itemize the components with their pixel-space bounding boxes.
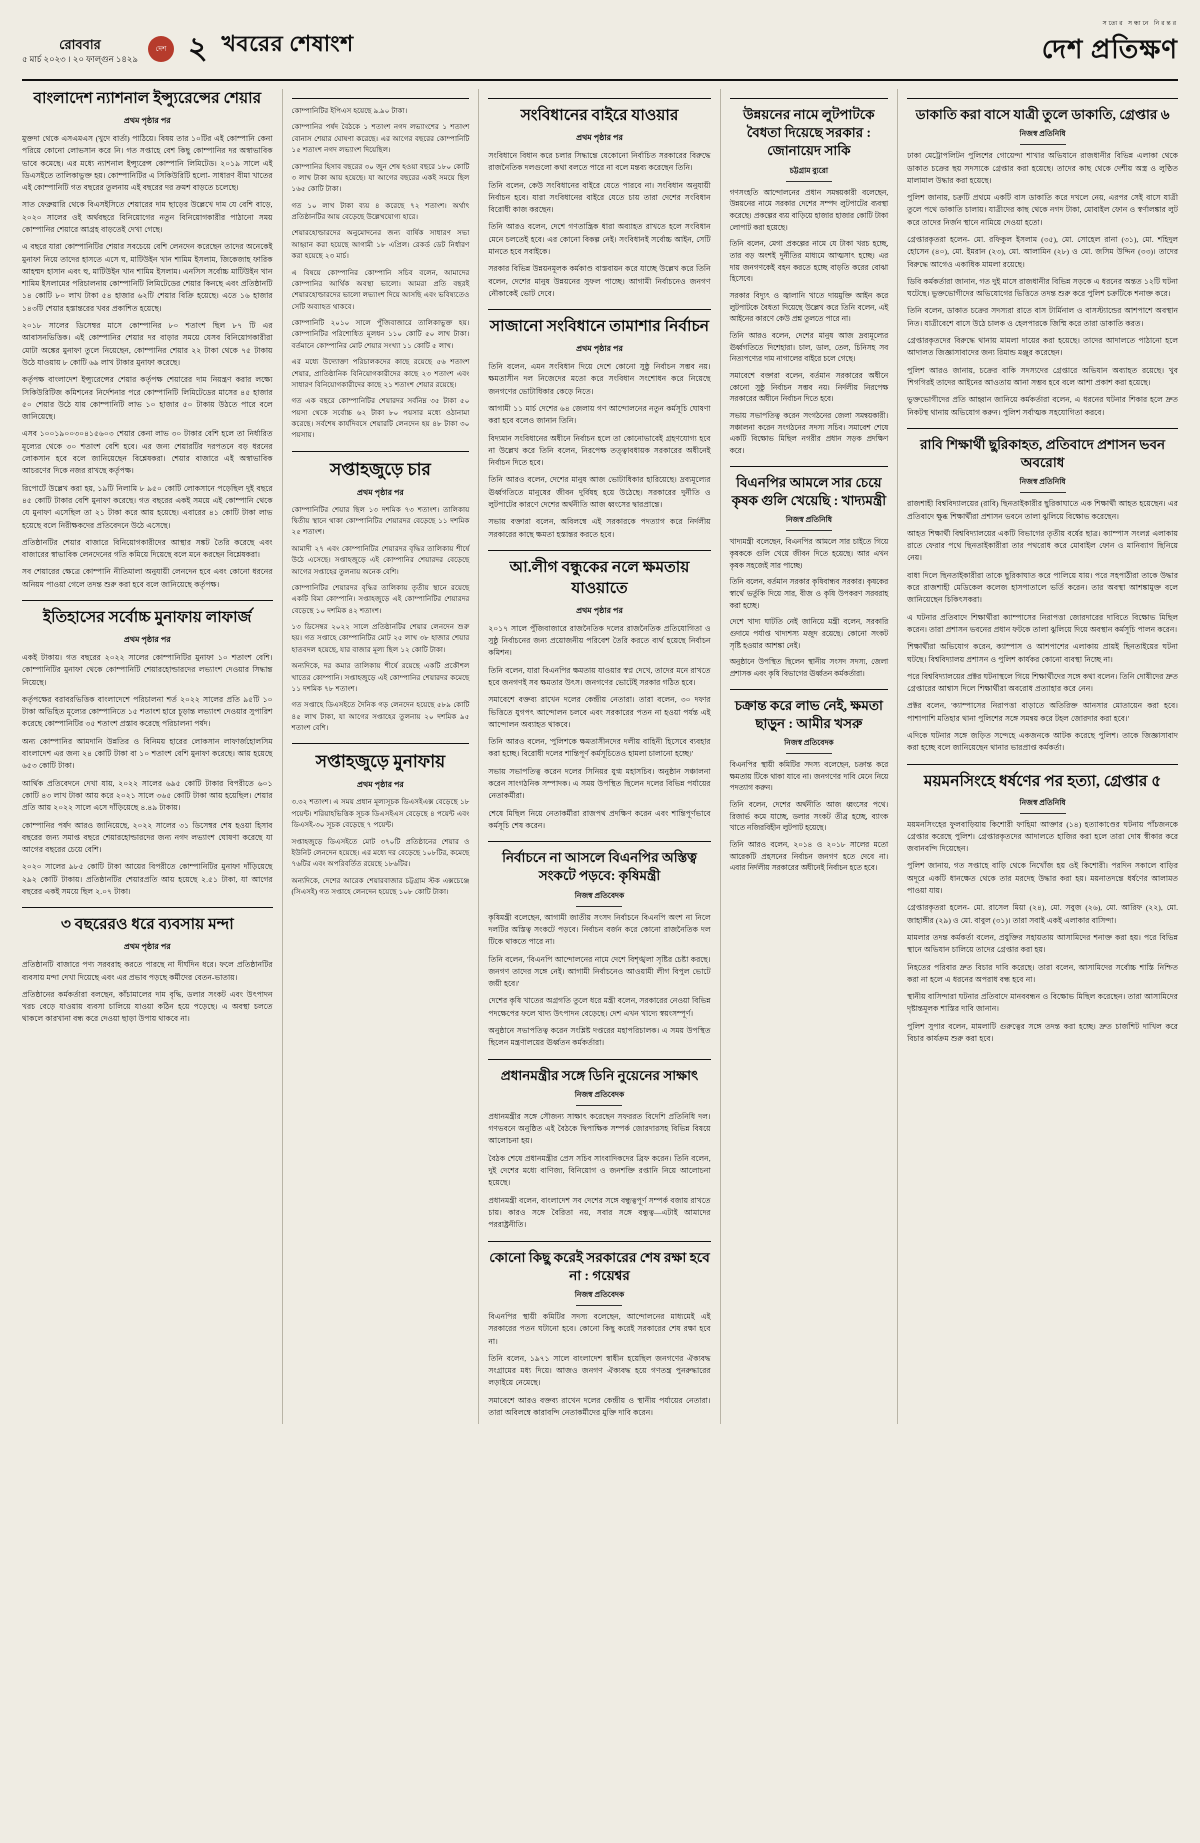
article-continued-from: প্রথম পৃষ্ঠার পর xyxy=(576,605,623,615)
article-headline[interactable]: প্রধানমন্ত্রীর সঙ্গে ডিনি নুয়েনের সাক্ষাৎ xyxy=(500,1067,699,1083)
article-paragraph: এ বছরে যারা কোম্পানিটির শেয়ার সবচেয়ে বেশি লেনদেন করেছেন তাদের অনেকেই মুনাফা নিয়ে তাদের হাসতে এসে ঘ, মাটিউইন খান শামিম ইসলাম, জিকেজাহ ফারিক আহম্মদ হাসান এবং হু, মাটিউইন খান শামিম ইসলাম। এনসিস সর্বোচ্চ মাটিউইন খান শামিম ইসলামের পরিচালনায় কোম্পানিটি লিমিটেডের শেয়ার কিনছে এবং প্রতিষ্ঠানটি ১৪ কোটি ৮০ লাখ টাকা ৫৪ হাজার ৬২টি শেয়ার বিক্রি হয়েছে। এতে ১৬ হাজার ১৪৩টি শেয়ার হস্তান্তরের খবর প্রকাশিত হয়েছে। xyxy=(22,242,273,313)
article-paragraph: তিনি বলেন, কেউ সংবিধানের বাইরে যেতে পারবে না। সংবিধান অনুযায়ী নির্বাচন হবে। যারা সংবিধানের বাইরে যেতে চায় তারা দেশের সংবিধান বিরোধী কাজ করছেন। xyxy=(488,180,711,215)
byline-rule xyxy=(1020,144,1066,145)
article-paragraph: তিনি বলেন, যারা বিএনপির ক্ষমতায় যাওয়ার স্বপ্ন দেখে, তাদের মনে রাখতে হবে জনগণই সব ক্ষমতার উৎস। জনগণের ভোটেই সরকার গঠিত হবে। xyxy=(488,665,711,687)
masthead xyxy=(22,18,1178,81)
article-paragraph: তিনি আরও বলেন, ২০১৪ ও ২০১৮ সালের মতো আরেকটি প্রহসনের নির্বাচন জনগণ হতে দেবে না। এবার নির্দলীয় সরকারের অধীনেই নির্বাচন হতে হবে। xyxy=(729,840,889,873)
article-paragraph: অনুষ্ঠানে সভাপতিত্ব করেন সংশ্লিষ্ট দপ্তরের মহাপরিচালক। এ সময় উপস্থিত ছিলেন মন্ত্রণালয়ের ঊর্ধ্বতন কর্মকর্তারা। xyxy=(488,1026,711,1048)
article-byline: নিজস্ব প্রতিবেদক xyxy=(488,1090,710,1106)
article-headline[interactable]: আ.লীগ বন্ধুকের নলে ক্ষমতায় যাওয়াতে xyxy=(509,558,690,597)
article-paragraph: একই টাকায়। গত বছরের ২০২২ সালের কোম্পানিটির মুনাফা ১০ শতাংশ বেশি। কোম্পানিটির মুনাফা থেকে কোম্পানিটি শেয়ারহোল্ডারদের লভ্যাংশ দেওয়ার সিদ্ধান্ত নিয়েছে। xyxy=(22,652,273,687)
article-paragraph: তিনি বলেন, বর্তমান সরকার কৃষিবান্ধব সরকার। কৃষকের স্বার্থে ভর্তুকি দিয়ে সার, বীজ ও কৃষি উপকরণ সরবরাহ করা হচ্ছে। xyxy=(729,577,889,610)
article-paragraph: তিনি আরও বলেন, দেশের মানুষ আজ ভোটাধিকার হারিয়েছে। দ্রব্যমূল্যের ঊর্ধ্বগতিতে মানুষের জীবন দুর্বিষহ হয়ে উঠেছে। সরকারের দুর্নীতি ও লুটপাটের কারণে দেশের অর্থনীতি আজ ধ্বংসের দ্বারপ্রান্তে। xyxy=(488,475,711,510)
article-paragraph: দেশে খাদ্য ঘাটতি নেই জানিয়ে মন্ত্রী বলেন, সরকারি গুদামে পর্যাপ্ত খাদ্যশস্য মজুদ রয়েছে। কোনো সংকট সৃষ্টি হওয়ার আশঙ্কা নেই। xyxy=(729,617,889,650)
article-paragraph: শেষে মিছিল নিয়ে নেতাকর্মীরা রাজপথ প্রদক্ষিণ করেন এবং শান্তিপূর্ণভাবে কর্মসূচি শেষ করেন। xyxy=(488,808,711,830)
article-paragraph: অনুষ্ঠানে উপস্থিত ছিলেন স্থানীয় সংসদ সদস্য, জেলা প্রশাসক এবং কৃষি বিভাগের ঊর্ধ্বতন কর্মকর্তারা। xyxy=(729,657,889,678)
article-divider xyxy=(488,1241,710,1242)
article-paragraph: বিএনপির স্থায়ী কমিটির সদস্য বলেছেন, আন্দোলনের মাধ্যমেই এই সরকারের পতন ঘটানো হবে। কোনো কিছু করেই সরকারের শেষ রক্ষা হবে না। xyxy=(488,1312,711,1346)
section-title: খবরের শেষাংশ xyxy=(221,31,354,56)
article-paragraph: অন্যদিকে, দর কমার তালিকায় শীর্ষে রয়েছে একটি প্রকৌশল খাতের কোম্পানি। সপ্তাহজুড়ে এই কোম্পানির শেয়ারদর কমেছে ১১ দশমিক ৭৮ শতাংশ। xyxy=(291,662,470,693)
article-paragraph: এ বিষয়ে কোম্পানির কোম্পানি সচিব বলেন, আমাদের কোম্পানির আর্থিক অবস্থা ভালো। আমরা প্রতি বছরই শেয়ারহোল্ডারদের ভালো লভ্যাংশ দিয়ে আসছি এবং ভবিষ্যতেও সেটি অব্যাহত থাকবে। xyxy=(291,268,470,311)
article-paragraph: সাত ফেব্রুয়ারি থেকে বিএসইসিতে শেয়ারের দাম ছাড়ের উল্লেখে দাম যে বেশি বাড়ে, ২০২০ সালের ওই অর্থবছরে বিনিয়োগের নতুন বিনিয়োগকারীর পাঠানো সময় কোম্পানির শেয়ারে আগ্রহ বাড়তেই দেখা গেছে। xyxy=(22,200,273,234)
article-paragraph: সভায় সভাপতিত্ব করেন দলের সিনিয়র যুগ্ম মহাসচিব। অনুষ্ঠান সঞ্চালনা করেন সাংগঠনিক সম্পাদক। এ সময় উপস্থিত ছিলেন দলের বিভিন্ন পর্যায়ের নেতাকর্মীরা। xyxy=(488,766,711,801)
article-headline[interactable]: উন্নয়নের নামে লুটপাটকে বৈধতা দিয়েছে সরকার : জোনায়েদ সাকি xyxy=(743,107,875,159)
article-headline[interactable]: ইতিহাসের সর্বোচ্চ মুনাফায় লাফার্জ xyxy=(43,609,252,627)
article-paragraph: গত ১০ লাখ টাকা ব্যয় ৪ করেছে ৭২ শতাংশ। অর্থাৎ প্রতিষ্ঠানটির আয় বেড়েছে উল্লেখযোগ্য হারে। xyxy=(291,201,470,221)
article-paragraph: সপ্তাহজুড়ে ডিএসইতে মোট ৩৭০টি প্রতিষ্ঠানের শেয়ার ও ইউনিট লেনদেন হয়েছে। এর মধ্যে দর বেড়েছে ১০৮টির, কমেছে ৭৬টির এবং অপরিবর্তিত রয়েছে ১৮৬টির। xyxy=(291,837,470,869)
article-headline[interactable]: সাজানো সংবিধানে তামাশার নির্বাচন xyxy=(489,318,710,336)
article-divider xyxy=(488,309,710,310)
article-divider xyxy=(730,689,889,690)
article-paragraph: তিনি বলেন, ডাকাত চক্রের সদস্যরা রাতে বাস টার্মিনাল ও বাসস্ট্যান্ডের আশপাশে অবস্থান নিত। যাত্রীবেশে বাসে উঠে চালক ও হেলপারকে জিম্মি করে তারা ডাকাতি করত। xyxy=(907,306,1178,328)
article-paragraph: রাজশাহী বিশ্ববিদ্যালয়ের (রাবি) ছিনতাইকারীর ছুরিকাঘাতে এক শিক্ষার্থী আহত হয়েছেন। এর প্রতিবাদে ক্ষুব্ধ শিক্ষার্থীরা প্রশাসন ভবনে তালা ঝুলিয়ে বিক্ষোভ করেছেন। xyxy=(907,499,1178,521)
article-paragraph: ২০১৭ সালে পুঁজিবাজারে রাজনৈতিক দলের রাজনৈতিক প্রতিযোগিতা ও সুষ্ঠু নির্বাচনের জন্য প্রয়োজনীয় পরিবেশ তৈরি করতে ব্যর্থ হয়েছে নির্বাচন কমিশন। xyxy=(488,623,711,658)
article-paragraph: কোম্পানির হিসাব বছরের ৩০ জুন শেষ হওয়া বছরে ১৮০ কোটি ৩ লাখ টাকা আয় হয়েছে। যা আগের বছরের একই সময়ে ছিল ১৬৫ কোটি টাকা। xyxy=(291,162,470,194)
byline-rule xyxy=(786,530,832,531)
masthead-date-block xyxy=(22,38,138,64)
article-headline[interactable]: বিএনপির আমলে সার চেয়ে কৃষক গুলি খেয়েছি : খাদ্যমন্ত্রী xyxy=(731,474,887,508)
article-divider xyxy=(292,451,470,452)
article-headline[interactable]: ডাকাতি করা বাসে যাত্রী তুলে ডাকাতি, গ্রেপ্তার ৬ xyxy=(915,107,1170,122)
article-paragraph: আগামী ১১ মার্চ দেশের ৬৪ জেলায় গণ আন্দোলনের নতুন কর্মসূচি ঘোষণা করা হবে বলেও জানান তিনি। xyxy=(488,404,711,426)
article-paragraph: আর্থিক প্রতিবেদনে দেখা যায়, ২০২২ সালের ৬৯৫ কোটি টাকার বিপরীতে ৬০১ কোটি ৪৩ লাখ টাকা আয় করে ২০২১ সালে ৩৬৫ কোটি টাকা আয় হয়েছিল। শেয়ার প্রতি আয় ২০২২ সালে এসে দাঁড়িয়েছে ৪.৪৯ টাকায়। xyxy=(22,778,273,813)
article-paragraph: ১৩ ডিসেম্বর ২০২২ সালে প্রতিষ্ঠানটির শেয়ার লেনদেন শুরু হয়। গত সপ্তাহে কোম্পানিটির মোট ২৫ লাখ ৩৮ হাজার শেয়ার হাতবদল হয়েছে, যার বাজার মূল্য ছিল ১২ কোটি টাকা। xyxy=(291,623,470,654)
article-divider xyxy=(907,764,1178,765)
article-headline[interactable]: সপ্তাহজুড়ে চার xyxy=(329,459,431,479)
article-paragraph: গ্রেপ্তারকৃতদের বিরুদ্ধে থানায় মামলা দায়ের করা হয়েছে। তাদের আদালতে পাঠানো হলে আদালত জিজ্ঞাসাবাদের জন্য রিমান্ড মঞ্জুর করেছেন। xyxy=(907,336,1178,358)
article-divider xyxy=(730,466,889,467)
article-divider xyxy=(730,98,889,99)
article-paragraph: কৃষিমন্ত্রী বলেছেন, আগামী জাতীয় সংসদ নির্বাচনে বিএনপি অংশ না নিলে দলটির অস্তিত্ব সংকটে পড়বে। নির্বাচন বর্জন করে কোনো রাজনৈতিক দল টিকে থাকতে পারে না। xyxy=(488,912,711,947)
article-paragraph: তিনি বলেন, দেশের অর্থনীতি আজ ধ্বংসের পথে। রিজার্ভ কমে যাচ্ছে, ডলার সংকট তীব্র হচ্ছে, ব্যাংক খাতে নজিরবিহীন লুটপাট হয়েছে। xyxy=(729,800,889,833)
article-paragraph: বিএনপির স্থায়ী কমিটির সদস্য বলেছেন, চক্রান্ত করে ক্ষমতায় টিকে থাকা যাবে না। জনগণের দাবি মেনে নিয়ে পদত্যাগ করুন। xyxy=(729,760,889,793)
page-number: ২ xyxy=(187,32,208,65)
article-divider xyxy=(488,1059,710,1060)
masthead-left xyxy=(22,27,354,64)
masthead-right xyxy=(1042,18,1178,73)
article-paragraph: বিদ্যমান সংবিধানের অধীনে নির্বাচন হলে তা কোনোভাবেই গ্রহণযোগ্য হবে না উল্লেখ করে তিনি বলেন, নিরপেক্ষ তত্ত্বাবধায়ক সরকারের অধীনেই নির্বাচন দিতে হবে। xyxy=(488,433,711,468)
article-paragraph: প্রধানমন্ত্রীর সঙ্গে সৌজন্য সাক্ষাৎ করেছেন সফররত বিদেশি প্রতিনিধি দল। গণভবনে অনুষ্ঠিত এই বৈঠকে দ্বিপাক্ষিক সম্পর্ক জোরদারসহ বিভিন্ন বিষয়ে আলোচনা হয়। xyxy=(488,1111,711,1146)
article-continued-from: প্রথম পৃষ্ঠার পর xyxy=(357,780,404,790)
article-paragraph: কোম্পানিটির ইপিএস হয়েছে ৯.৯০ টাকা। xyxy=(291,107,408,115)
article-byline: নিজস্ব প্রতিবেদক xyxy=(488,891,710,907)
article-paragraph: পরে বিশ্ববিদ্যালয়ের প্রক্টর ঘটনাস্থলে গিয়ে শিক্ষার্থীদের সঙ্গে কথা বলেন। তিনি দোষীদের দ্রুত গ্রেপ্তারের আশ্বাস দিলে শিক্ষার্থীরা অবরোধ প্রত্যাহার করে নেন। xyxy=(907,671,1178,694)
article-paragraph: আমাদী ২৭ এবং কোম্পানিটির শেয়ারদর বৃদ্ধির তালিকায় শীর্ষে উঠে এসেছে। সপ্তাহজুড়ে এই কোম্পানির শেয়ারদর বেড়েছে আগের সপ্তাহের তুলনায় অনেক বেশি। xyxy=(291,544,470,576)
article-byline: নিজস্ব প্রতিনিধি xyxy=(907,477,1178,493)
article-divider xyxy=(22,600,273,601)
col-5 xyxy=(898,89,1178,1424)
article-paragraph: ৩.৩২ শতাংশ। এ সময় প্রধান মূল্যসূচক ডিএসইএক্স বেড়েছে ১৮ পয়েন্ট। শরিয়াহভিত্তিক সূচক ডিএসইএস বেড়েছে ৪ পয়েন্ট এবং ডিএসই-৩০ সূচক বেড়েছে ৭ পয়েন্ট। xyxy=(291,798,470,830)
article-paragraph: শিক্ষার্থীরা অভিযোগ করেন, ক্যাম্পাস ও আশপাশের এলাকায় প্রায়ই ছিনতাইয়ের ঘটনা ঘটছে। বিশ্ববিদ্যালয় প্রশাসন ও পুলিশ কার্যকর কোনো ব্যবস্থা নিচ্ছে না। xyxy=(907,642,1178,664)
article-paragraph: মামলার তদন্ত কর্মকর্তা বলেন, প্রযুক্তির সহায়তায় আসামিদের শনাক্ত করা হয়। পরে বিভিন্ন স্থানে অভিযান চালিয়ে তাদের গ্রেপ্তার করা হয়। xyxy=(907,932,1178,955)
article-byline: চট্টগ্রাম ব্যুরো xyxy=(730,166,889,182)
article-continued-from: প্রথম পৃষ্ঠার পর xyxy=(576,132,623,142)
article-paragraph: ২০২০ সালের ৯৮৫ কোটি টাকা আয়ের বিপরীতে কোম্পানিটির মুনাফা দাঁড়িয়েছে ২৯২ কোটি টাকায়। প্রতিষ্ঠানটির শেয়ারপ্রতি আয় হয়েছে ২.৫১ টাকা, যা আগের বছরের একই সময়ে ছিল ২.০৭ টাকা। xyxy=(22,862,273,896)
article-headline[interactable]: বাংলাদেশ ন্যাশনাল ইন্স্যুরেন্সের শেয়ার xyxy=(33,90,262,107)
col-3 xyxy=(479,89,720,1424)
article-paragraph: কোম্পানির পর্ষদ আরও জানিয়েছে, ২০২২ সালের ৩১ ডিসেম্বর শেষ হওয়া হিসাব বছরের জন্য সমাপ্ত বছরে শেয়ারহোল্ডারদের জন্য নগদ লভ্যাংশ ঘোষণা করেছে যা আগের বছরের চেয়ে বেশি। xyxy=(22,820,273,855)
article-headline[interactable]: ময়মনসিংহে ধর্ষণের পর হত্যা, গ্রেপ্তার ৫ xyxy=(923,772,1162,790)
article-byline: নিজস্ব প্রতিবেদক xyxy=(488,1290,710,1306)
article-paragraph: কর্তৃপক্ষের বরাবরভিত্তিক বাংলাদেশে পরিচালনা শর্ত ২০২২ সালের প্রতি ৯৫টি ১০ টাকা অভিহিত মূল্যের কোম্পানিতে ১৫ শতাংশ হারে চূড়ান্ত লভ্যাংশ দেওয়ার সুপারিশ করেছে কোম্পানিটির ৩৫ শতাংশ প্রস্তাব করেছে পরিচালনা পর্ষদ। xyxy=(22,694,273,729)
article-paragraph: খাদ্যমন্ত্রী বলেছেন, বিএনপির আমলে সার চাইতে গিয়ে কৃষককে গুলি খেয়ে জীবন দিতে হয়েছে। আর এখন কৃষক সহজেই সার পাচ্ছে। xyxy=(729,537,889,570)
article-byline: নিজস্ব প্রতিনিধি xyxy=(907,798,1178,814)
article-divider xyxy=(292,743,470,744)
article-paragraph: ভুক্তভোগীদের প্রতি আহ্বান জানিয়ে কর্মকর্তারা বলেন, এ ধরনের ঘটনার শিকার হলে দ্রুত নিকটস্থ থানায় অভিযোগ করুন। পুলিশ সর্বাত্মক সহযোগিতা করবে। xyxy=(907,395,1178,417)
article-headline[interactable]: নির্বাচনে না আসলে বিএনপির অস্তিত্ব সংকটে পড়বে: কৃষিমন্ত্রী xyxy=(502,850,697,884)
article-headline[interactable]: ৩ বছরেরও ধরে ব্যবসায় মন্দা xyxy=(60,916,234,934)
article-headline[interactable]: সংবিধানের বাইরে যাওয়ার xyxy=(520,107,679,124)
article-paragraph: বৈঠক শেষে প্রধানমন্ত্রীর প্রেস সচিব সাংবাদিকদের ব্রিফ করেন। তিনি বলেন, দুই দেশের মধ্যে বাণিজ্য, বিনিয়োগ ও জনশক্তি রপ্তানি নিয়ে আলোচনা হয়েছে। xyxy=(488,1153,711,1188)
masthead-date: ৫ মার্চ ২০২৩ । ২০ ফাল্গুন ১৪২৯ xyxy=(22,53,138,64)
article-paragraph: সরকার বিভিন্ন উন্নয়নমূলক কর্মকাণ্ড বাস্তবায়ন করে যাচ্ছে উল্লেখ করে তিনি বলেন, দেশের মানুষ উন্নয়নের সুফল পাচ্ছে। আগামী নির্বাচনেও জনগণ নৌকাকেই ভোট দেবে। xyxy=(488,264,711,298)
article-divider xyxy=(907,98,1178,99)
article-paragraph: দেশের কৃষি খাতের অগ্রগতি তুলে ধরে মন্ত্রী বলেন, সরকারের নেওয়া বিভিন্ন পদক্ষেপের ফলে খাদ্য উৎপাদন বেড়েছে। দেশ এখন খাদ্যে স্বয়ংসম্পূর্ণ। xyxy=(488,996,711,1018)
article-paragraph: প্রতিষ্ঠানটির শেয়ার বাজারে বিনিয়োগকারীদের আস্থার সঙ্কট তৈরি করেছে এবং বাজারের স্বাভাবিক লেনদেনের গতি কমিয়ে দিয়েছে বলে মনে করছেন বিশ্লেষকরা। xyxy=(22,537,273,560)
masthead-day: রোববার xyxy=(59,37,101,53)
article-paragraph: কোম্পানিটি ২০১০ সালে পুঁজিবাজারে তালিকাভুক্ত হয়। কোম্পানিটির পরিশোধিত মূলধন ১১০ কোটি ৫০ লাখ টাকা। বর্তমানে কোম্পানির মোট শেয়ার সংখ্যা ১১ কোটি ৫ লাখ। xyxy=(291,319,470,350)
article-paragraph: ঢাকা মেট্রোপলিটন পুলিশের গোয়েন্দা শাখার অভিযানে রাজধানীর বিভিন্ন এলাকা থেকে ডাকাত চক্রের ছয় সদস্যকে গ্রেপ্তার করা হয়েছে। তাদের কাছ থেকে দেশীয় অস্ত্র ও লুণ্ঠিত মালামাল উদ্ধার করা হয়েছে। xyxy=(907,151,1178,185)
article-paragraph: গণসংহতি আন্দোলনের প্রধান সমন্বয়কারী বলেছেন, উন্নয়নের নামে সরকার দেশের সম্পদ লুটপাটের ব্যবস্থা করেছে। প্রকল্পের ব্যয় বাড়িয়ে হাজার হাজার কোটি টাকা লোপাট করা হয়েছে। xyxy=(729,187,889,232)
article-paragraph: মুক্তদা থেকে এসএমএস (খুদে বার্তা) পাঠিয়ে। বিষয় তার ১০টির এই কোম্পানি কেনা পরিয়ে কোনো লোভসান করে নি। গত সপ্তাহে বেশ কিছু কোম্পানির দর অস্বাভাবিক ভাবে কমেছে। এর মধ্যে ন্যাশনাল ইন্স্যুরেন্স কোম্পানি লিমিটেড। ২০১৯ সালে এই ডিএসইতে তালিকাভুক্ত হয়। কোম্পানিটির এ সিকিউরিটি হলো- সাধারণ বীমা খাতের এই কোম্পানিটি গত বছরের তুলনায় এই বছরের দর ক্রমশ বাড়তে চলেছে। xyxy=(22,133,273,193)
article-divider xyxy=(907,428,1178,429)
article-paragraph: সরকার বিদ্যুৎ ও জ্বালানি খাতে দায়মুক্তি আইন করে লুটপাটকে বৈধতা দিয়েছে উল্লেখ করে তিনি বলেন, এই আইনের কারণে কেউ প্রশ্ন তুলতে পারে না। xyxy=(729,291,889,324)
col-4 xyxy=(721,89,899,1424)
article-paragraph: বাধা দিলে ছিনতাইকারীরা তাকে ছুরিকাঘাত করে পালিয়ে যায়। পরে সহপাঠীরা তাকে উদ্ধার করে রাজশাহী মেডিকেল কলেজ হাসপাতালে ভর্তি করেন। তার অবস্থা আশঙ্কামুক্ত বলে জানিয়েছেন চিকিৎসকরা। xyxy=(907,570,1178,605)
article-divider xyxy=(22,907,273,908)
byline-rule xyxy=(1020,492,1066,493)
article-paragraph: প্রক্টর বলেন, 'ক্যাম্পাসের নিরাপত্তা বাড়াতে অতিরিক্ত আনসার মোতায়েন করা হবে। পাশাপাশি মতিহার থানা পুলিশের সঙ্গে সমন্বয় করে টহল জোরদার করা হবে।' xyxy=(907,701,1178,723)
article-divider xyxy=(488,550,710,551)
article-paragraph: প্রতিষ্ঠানের কর্মকর্তারা বলছেন, কাঁচামালের দাম বৃদ্ধি, ডলার সংকট এবং উৎপাদন খরচ বেড়ে যাওয়ায় ব্যবসা চালিয়ে যাওয়া কঠিন হয়ে পড়েছে। এ অবস্থা চলতে থাকলে কারখানা বন্ধ করে দেওয়া ছাড়া উপায় থাকবে না। xyxy=(22,989,273,1024)
article-columns xyxy=(22,89,1178,1424)
article-paragraph: পুলিশ সুপার বলেন, মামলাটি গুরুত্বের সঙ্গে তদন্ত করা হচ্ছে। দ্রুত চার্জশিট দাখিল করে বিচার কার্যক্রম শুরু করা হবে। xyxy=(907,1021,1178,1044)
article-paragraph: ময়মনসিংহের ফুলবাড়িয়ায় কিশোরী ফাহিমা আক্তার (১৪) হত্যাকাণ্ডের ঘটনায় পাঁচজনকে গ্রেপ্তার করেছে পুলিশ। গ্রেপ্তারকৃতদের আদালতে হাজির করা হলে তারা দোষ স্বীকার করে জবানবন্দি দিয়েছেন। xyxy=(907,819,1178,854)
article-paragraph: তিনি আরও বলেন, 'পুলিশকে ক্ষমতাসীনদের দলীয় বাহিনী হিসেবে ব্যবহার করা হচ্ছে। বিরোধী দলের শান্তিপূর্ণ কর্মসূচিতেও হামলা চালানো হচ্ছে।' xyxy=(488,737,711,759)
article-headline[interactable]: কোনো কিছু করেই সরকারের শেষ রক্ষা হবে না : গয়েশ্বর xyxy=(489,1249,710,1283)
article-continued-from: প্রথম পৃষ্ঠার পর xyxy=(123,634,171,644)
article-paragraph: গত এক বছরে কোম্পানিটির শেয়ারদর সর্বনিম্ন ৩৫ টাকা ৫০ পয়সা থেকে সর্বোচ্চ ৬২ টাকা ৮০ পয়সার মধ্যে ওঠানামা করেছে। সর্বশেষ কার্যদিবসে শেয়ারটি লেনদেন হয় ৪৮ টাকা ৩০ পয়সায়। xyxy=(291,397,470,440)
article-headline[interactable]: রাবি শিক্ষার্থী ছুরিকাহত, প্রতিবাদে প্রশাসন ভবন অবরোধ xyxy=(920,436,1166,471)
article-paragraph: সমাবেশে বক্তারা বলেন, বর্তমান সরকারের অধীনে কোনো সুষ্ঠু নির্বাচন সম্ভব নয়। নির্দলীয় নিরপেক্ষ সরকারের অধীনে নির্বাচন দিতে হবে। xyxy=(729,371,889,404)
article-paragraph: পুলিশ জানায়, গত সপ্তাহে বাড়ি থেকে নিখোঁজ হয় ওই কিশোরী। পরদিন সকালে বাড়ির অদূরে একটি ধানক্ষেত থেকে তার মরদেহ উদ্ধার করা হয়। ময়নাতদন্তে ধর্ষণের আলামত পাওয়া যায়। xyxy=(907,861,1178,896)
article-paragraph: কোম্পানিটির শেয়ারদর বৃদ্ধির তালিকায় তৃতীয় স্থানে রয়েছে একটি বিমা কোম্পানি। সপ্তাহজুড়ে এই কোম্পানিটির শেয়ারদর বেড়েছে ১০ দশমিক ৪২ শতাংশ। xyxy=(291,583,470,615)
article-paragraph: কোম্পানির পর্ষদ বৈঠকে ১ শতাংশ নগদ লভ্যাংশের ১ শতাংশ বোনাস শেয়ার ঘোষণা করেছে। এর আগের বছরের কোম্পানিটি ১৫ শতাংশ নগদ লভ্যাংশ দিয়েছিল। xyxy=(291,123,470,155)
article-paragraph: অন্যদিকে, দেশের আরেক শেয়ারবাজার চট্টগ্রাম স্টক এক্সচেঞ্জে (সিএসই) গত সপ্তাহে লেনদেন হয়েছে ১০৮ কোটি টাকা। xyxy=(291,876,470,896)
article-paragraph: আহত শিক্ষার্থী বিশ্ববিদ্যালয়ের একটি বিভাগের তৃতীয় বর্ষের ছাত্র। ক্যাম্পাস সংলগ্ন এলাকায় রাতে ফেরার পথে ছিনতাইকারীরা তার পথরোধ করে মোবাইল ফোন ও মানিব্যাগ ছিনিয়ে নেয়। xyxy=(907,528,1178,563)
article-paragraph: এদিকে ঘটনার সঙ্গে জড়িত সন্দেহে একজনকে আটক করেছে পুলিশ। তাকে জিজ্ঞাসাবাদ করা হচ্ছে বলে জানিয়েছেন থানার ভারপ্রাপ্ত কর্মকর্তা। xyxy=(907,731,1178,753)
article-divider xyxy=(292,98,470,99)
article-headline[interactable]: চক্রান্ত করে লাভ নেই, ক্ষমতা ছাড়ুন : আমীর খসরু xyxy=(734,697,883,731)
article-paragraph: তিনি বলেন, ১৯৭১ সালে বাংলাদেশ স্বাধীন হয়েছিল জনগণের ঐক্যবদ্ধ সংগ্রামের মধ্য দিয়ে। আজও জনগণ ঐক্যবদ্ধ হয়ে গণতন্ত্র পুনরুদ্ধারের লড়াইয়ে নেমেছে। xyxy=(488,1353,711,1388)
article-paragraph: কর্তৃপক্ষ বাংলাদেশ ইন্স্যুরেন্সের শেয়ার কর্তৃপক্ষ শেয়ারের দাম নিয়ন্ত্রণ করার লক্ষ্যে সিকিউরিটিজ কমিশনের নির্দেশনার পরে কোম্পানিটি লিমিটেডের মাসের ৪৫ হাজার ৫০ শেয়ার উঠে যায় কোম্পানিটি লাভ ১০ হাজার ৫০ টাকায় উঠতে পারে বলে জানিয়েছে। xyxy=(22,375,273,422)
article-paragraph: প্রতিষ্ঠানটি বাজারে পণ্য সরবরাহ করতে পারছে না দীর্ঘদিন ধরে। ফলে প্রতিষ্ঠানটির ব্যবসায় মন্দা দেখা দিয়েছে এবং এর প্রভাব পড়ছে কর্মীদের বেতন-ভাতায়। xyxy=(22,960,273,982)
newspaper-logo: দেশ প্রতিক্ষণ xyxy=(1041,35,1178,64)
article-paragraph: অন্য কোম্পানির আমদানি উন্নতির ও বিনিময় হারের লোকসান লাফার্জহোলসিম বাংলাদেশ এর জন্য ২৪ কোটি টাকা বা ১০ শতাংশ বেশি মুনাফা করেছে। আয় হয়েছে ৬৫৩ কোটি টাকা। xyxy=(22,736,273,771)
article-paragraph: ২০১৮ সালের ডিসেম্বর মাসে কোম্পানির ৮০ শতাংশ ছিল ৮৭ টি এর আবাসনভিত্তিক। এই কোম্পানির শেয়ার দর বাড়ার সময়ে যেসব বিনিয়োগকারীরা মোটা অঙ্কের মুনাফা তুলে নিয়েছেন, কোম্পানির শেয়ার ২২ টাকা থেকে ৭৫ টাকায় উঠে যাওয়ায় ৮ কোটি ৬৯ লাখ টাকার মুনাফা করেছে। xyxy=(22,321,273,367)
article-divider xyxy=(488,98,710,99)
article-paragraph: স্থানীয় বাসিন্দারা ঘটনার প্রতিবাদে মানববন্ধন ও বিক্ষোভ মিছিল করেছেন। তারা আসামিদের দৃষ্টান্তমূলক শাস্তির দাবি জানান। xyxy=(907,992,1178,1014)
article-paragraph: কোম্পানিটির শেয়ার ছিল ১৩ দশমিক ৭৩ শতাংশ। তালিকায় দ্বিতীয় স্থানে থাকা কোম্পানিটির শেয়ারদর বেড়েছে ১১ দশমিক ২৫ শতাংশ। xyxy=(291,505,470,537)
article-paragraph: ডিবি কর্মকর্তারা জানান, গত দুই মাসে রাজধানীর বিভিন্ন সড়কে এ ধরনের অন্তত ১২টি ঘটনা ঘটেছে। ভুক্তভোগীদের অভিযোগের ভিত্তিতে তদন্ত শুরু করে পুলিশ চক্রটিকে শনাক্ত করে। xyxy=(907,276,1178,299)
article-paragraph: সভায় সভাপতিত্ব করেন সংগঠনের জেলা সমন্বয়কারী। সঞ্চালনা করেন সংগঠনের সদস্য সচিব। সমাবেশ শেষে একটি বিক্ষোভ মিছিল নগরীর প্রধান সড়ক প্রদক্ষিণ করে। xyxy=(729,411,889,456)
article-continued-from: প্রথম পৃষ্ঠার পর xyxy=(576,344,623,354)
article-divider xyxy=(488,841,710,842)
article-paragraph: এ ঘটনার প্রতিবাদে শিক্ষার্থীরা ক্যাম্পাসের নিরাপত্তা জোরদারের দাবিতে বিক্ষোভ মিছিল করেন। তারা প্রশাসন ভবনের প্রধান ফটকে তালা ঝুলিয়ে দিয়ে অবস্থান কর্মসূচি পালন করেন। xyxy=(907,612,1178,634)
article-paragraph: এসব ১০০১৯০০৩০৪১৫৬০৩ শেয়ার কেনা লাভ ৩০ টাকার বেশি হলে তা নির্ধারিত মূল্যের থেকে ৩০ শতাংশ বেশি হবে। এর জন্য শেয়ারটির দরপতনে বড় ধরনের লোকসান হবে বলে জানিয়েছেন বিশ্লেষকরা। শেয়ার বাজারে এই অস্বাভাবিক আচরণের দিকে নজর রাখছে কর্তৃপক্ষ। xyxy=(22,429,273,476)
article-paragraph: সমাবেশে আরও বক্তব্য রাখেন দলের কেন্দ্রীয় ও স্থানীয় পর্যায়ের নেতারা। তারা অবিলম্বে কারাবন্দি নেতাকর্মীদের মুক্তি দাবি করেন। xyxy=(488,1395,711,1418)
article-paragraph: সংবিধানে বিধান করে চলার সিদ্ধান্তে যেকোনো নির্বাচিত সরকারের বিরুদ্ধে রাজনৈতিক দলগুলো কথা বলতে পারে না বলে মন্তব্য করেছেন তিনি। xyxy=(488,150,711,173)
article-paragraph: পুলিশ জানায়, চক্রটি প্রথমে একটি বাস ডাকাতি করে দখলে নেয়, এরপর সেই বাসে যাত্রী তুলে পথে ডাকাতি চালায়। যাত্রীদের কাছ থেকে নগদ টাকা, মোবাইল ফোন ও স্বর্ণালঙ্কার লুট করে তাদের নির্জন স্থানে নামিয়ে দেওয়া হতো। xyxy=(907,193,1178,227)
byline-rule xyxy=(576,906,622,907)
article-paragraph: নিহতের পরিবার দ্রুত বিচার দাবি করেছে। তারা বলেন, আসামিদের সর্বোচ্চ শাস্তি নিশ্চিত করা না হলে এ ধরনের অপরাধ বন্ধ হবে না। xyxy=(907,962,1178,984)
article-paragraph: গ্রেপ্তারকৃতরা হলেন- মো. রফিকুল ইসলাম (৩৫), মো. সোহেল রানা (৩১), মো. শহিদুল হোসেন (৪০), মো. ইমরান (২৩), মো. আলামিন (২৮) ও মো. জসিম উদ্দিন (৩৩)। তাদের বিরুদ্ধে আগেও একাধিক মামলা রয়েছে। xyxy=(907,235,1178,269)
article-continued-from: প্রথম পৃষ্ঠার পর xyxy=(357,487,404,497)
article-paragraph: তিনি আরও বলেন, দেশে গণতান্ত্রিক ধারা অব্যাহত রাখতে হলে সংবিধান মেনে চলতেই হবে। এর কোনো বিকল্প নেই। সংবিধানই সর্বোচ্চ আইন, সেটি মানতে হবে সবাইকে। xyxy=(488,222,711,256)
article-headline[interactable]: সপ্তাহজুড়ে মুনাফায় xyxy=(315,752,446,772)
byline-rule xyxy=(786,753,832,754)
byline-rule xyxy=(576,1305,622,1306)
masthead-seal-icon: দেশ xyxy=(148,36,174,62)
article-paragraph: গত সপ্তাহে ডিএসইতে দৈনিক গড় লেনদেন হয়েছে ৫৮৯ কোটি ৪৫ লাখ টাকা, যা আগের সপ্তাহের তুলনায় ২০ দশমিক ৯৫ শতাংশ বেশি। xyxy=(291,701,470,733)
article-paragraph: রিপোর্টে উল্লেখ করা হয়, ১৯টি নিলামি ৮ ৯৫০ কোটি লোকসানে পড়েছিল দুই বছরে ৪৫ কোটি টাকার বেশি মুনাফা করেছে। গত বছরের একই সময়ে এই কোম্পানি থেকে যে মুনাফা এসেছিল তা ২১ টাকা করে আয় হয়েছে। এবারের ৪১ কোটি টাকা লাভ হয়েছে বলে নিরীক্ষকদের প্রতিবেদনে উঠে এসেছে। xyxy=(22,483,273,530)
article-paragraph: তিনি বলেন, মেগা প্রকল্পের নামে যে টাকা খরচ হচ্ছে, তার বড় অংশই দুর্নীতির মাধ্যমে আত্মসাৎ হচ্ছে। এর দায় জনগণকেই বহন করতে হচ্ছে বাড়তি করের বোঝা হিসেবে। xyxy=(729,239,889,284)
byline-rule xyxy=(576,1105,622,1106)
article-paragraph: সব শেয়ারের ক্ষেত্রে কোম্পানি নীতিমালা অনুযায়ী লেনদেন হবে এবং কোনো ধরনের অনিয়ম পাওয়া গেলে তদন্ত শুরু করা হবে বলে জানিয়েছে কর্তৃপক্ষ। xyxy=(22,567,273,589)
article-byline: নিজস্ব প্রতিনিধি xyxy=(730,515,889,531)
article-paragraph: তিনি বলেন, 'বিএনপি আন্দোলনের নামে দেশে বিশৃঙ্খলা সৃষ্টির চেষ্টা করছে। জনগণ তাদের সঙ্গে নেই। আগামী নির্বাচনেও আওয়ামী লীগ বিপুল ভোটে জয়ী হবে।' xyxy=(488,954,711,989)
article-byline: নিজস্ব প্রতিনিধি xyxy=(907,129,1178,145)
article-byline: নিজস্ব প্রতিবেদক xyxy=(730,738,889,754)
article-paragraph: শেয়ারহোল্ডারদের অনুমোদনের জন্য বার্ষিক সাধারণ সভা আহ্বান করা হয়েছে আগামী ১৮ এপ্রিল। রেকর্ড ডেট নির্ধারণ করা হয়েছে ২৩ মার্চ। xyxy=(291,229,470,261)
article-paragraph: পুলিশ আরও জানায়, চক্রের বাকি সদস্যদের গ্রেপ্তারে অভিযান অব্যাহত রয়েছে। খুব শিগগিরই তাদের আইনের আওতায় আনা সম্ভব হবে বলে আশা প্রকাশ করা হয়েছে। xyxy=(907,365,1178,387)
article-paragraph: তিনি বলেন, এমন সংবিধান দিয়ে দেশে কোনো সুষ্ঠু নির্বাচন সম্ভব নয়। ক্ষমতাসীন দল নিজেদের মতো করে সংবিধান সংশোধন করে নিয়েছে জনগণের ভোটাধিকার কেড়ে নিতে। xyxy=(488,362,711,396)
byline-rule xyxy=(1020,813,1066,814)
article-continued-from: প্রথম পৃষ্ঠার পর xyxy=(123,115,171,125)
article-paragraph: প্রধানমন্ত্রী বলেন, বাংলাদেশ সব দেশের সঙ্গে বন্ধুত্বপূর্ণ সম্পর্ক বজায় রাখতে চায়। কারও সঙ্গে বৈরিতা নয়, সবার সঙ্গে বন্ধুত্ব—এটাই আমাদের পররাষ্ট্রনীতি। xyxy=(488,1195,711,1230)
article-paragraph: এর মধ্যে উদ্যোক্তা পরিচালকদের কাছে রয়েছে ৫৬ শতাংশ শেয়ার, প্রাতিষ্ঠানিক বিনিয়োগকারীদের কাছে ২৩ শতাংশ এবং সাধারণ বিনিয়োগকারীদের কাছে ২১ শতাংশ শেয়ার রয়েছে। xyxy=(291,358,470,389)
col-1 xyxy=(22,89,283,1424)
article-paragraph: তিনি আরও বলেন, দেশের মানুষ আজ দ্রব্যমূল্যের ঊর্ধ্বগতিতে দিশেহারা। চাল, ডাল, তেল, চিনিসহ সব নিত্যপণ্যের দাম নাগালের বাইরে চলে গেছে। xyxy=(729,331,889,364)
col-2 xyxy=(283,89,480,1424)
article-paragraph: সমাবেশে বক্তব্য রাখেন দলের কেন্দ্রীয় নেতারা। তারা বলেন, ৩০ দফার ভিত্তিতে যুগপৎ আন্দোলন চলবে এবং সরকারের পতন না হওয়া পর্যন্ত এই আন্দোলন অব্যাহত থাকবে। xyxy=(488,695,711,729)
article-paragraph: গ্রেপ্তারকৃতরা হলেন- মো. রাসেল মিয়া (২৪), মো. সবুজ (২৬), মো. আরিফ (২২), মো. জাহাঙ্গীর (২৯) ও মো. বাবুল (৩১)। তারা সবাই একই এলাকার বাসিন্দা। xyxy=(907,903,1178,925)
article-continued-from: প্রথম পৃষ্ঠার পর xyxy=(123,942,171,952)
byline-rule xyxy=(786,181,832,182)
article-paragraph: সভায় বক্তারা বলেন, অবিলম্বে এই সরকারকে পদত্যাগ করে নির্দলীয় সরকারের কাছে ক্ষমতা হস্তান্তর করতে হবে। xyxy=(488,517,711,539)
masthead-tagline: সত্যের সন্ধানে নিরন্তর xyxy=(1102,21,1178,27)
